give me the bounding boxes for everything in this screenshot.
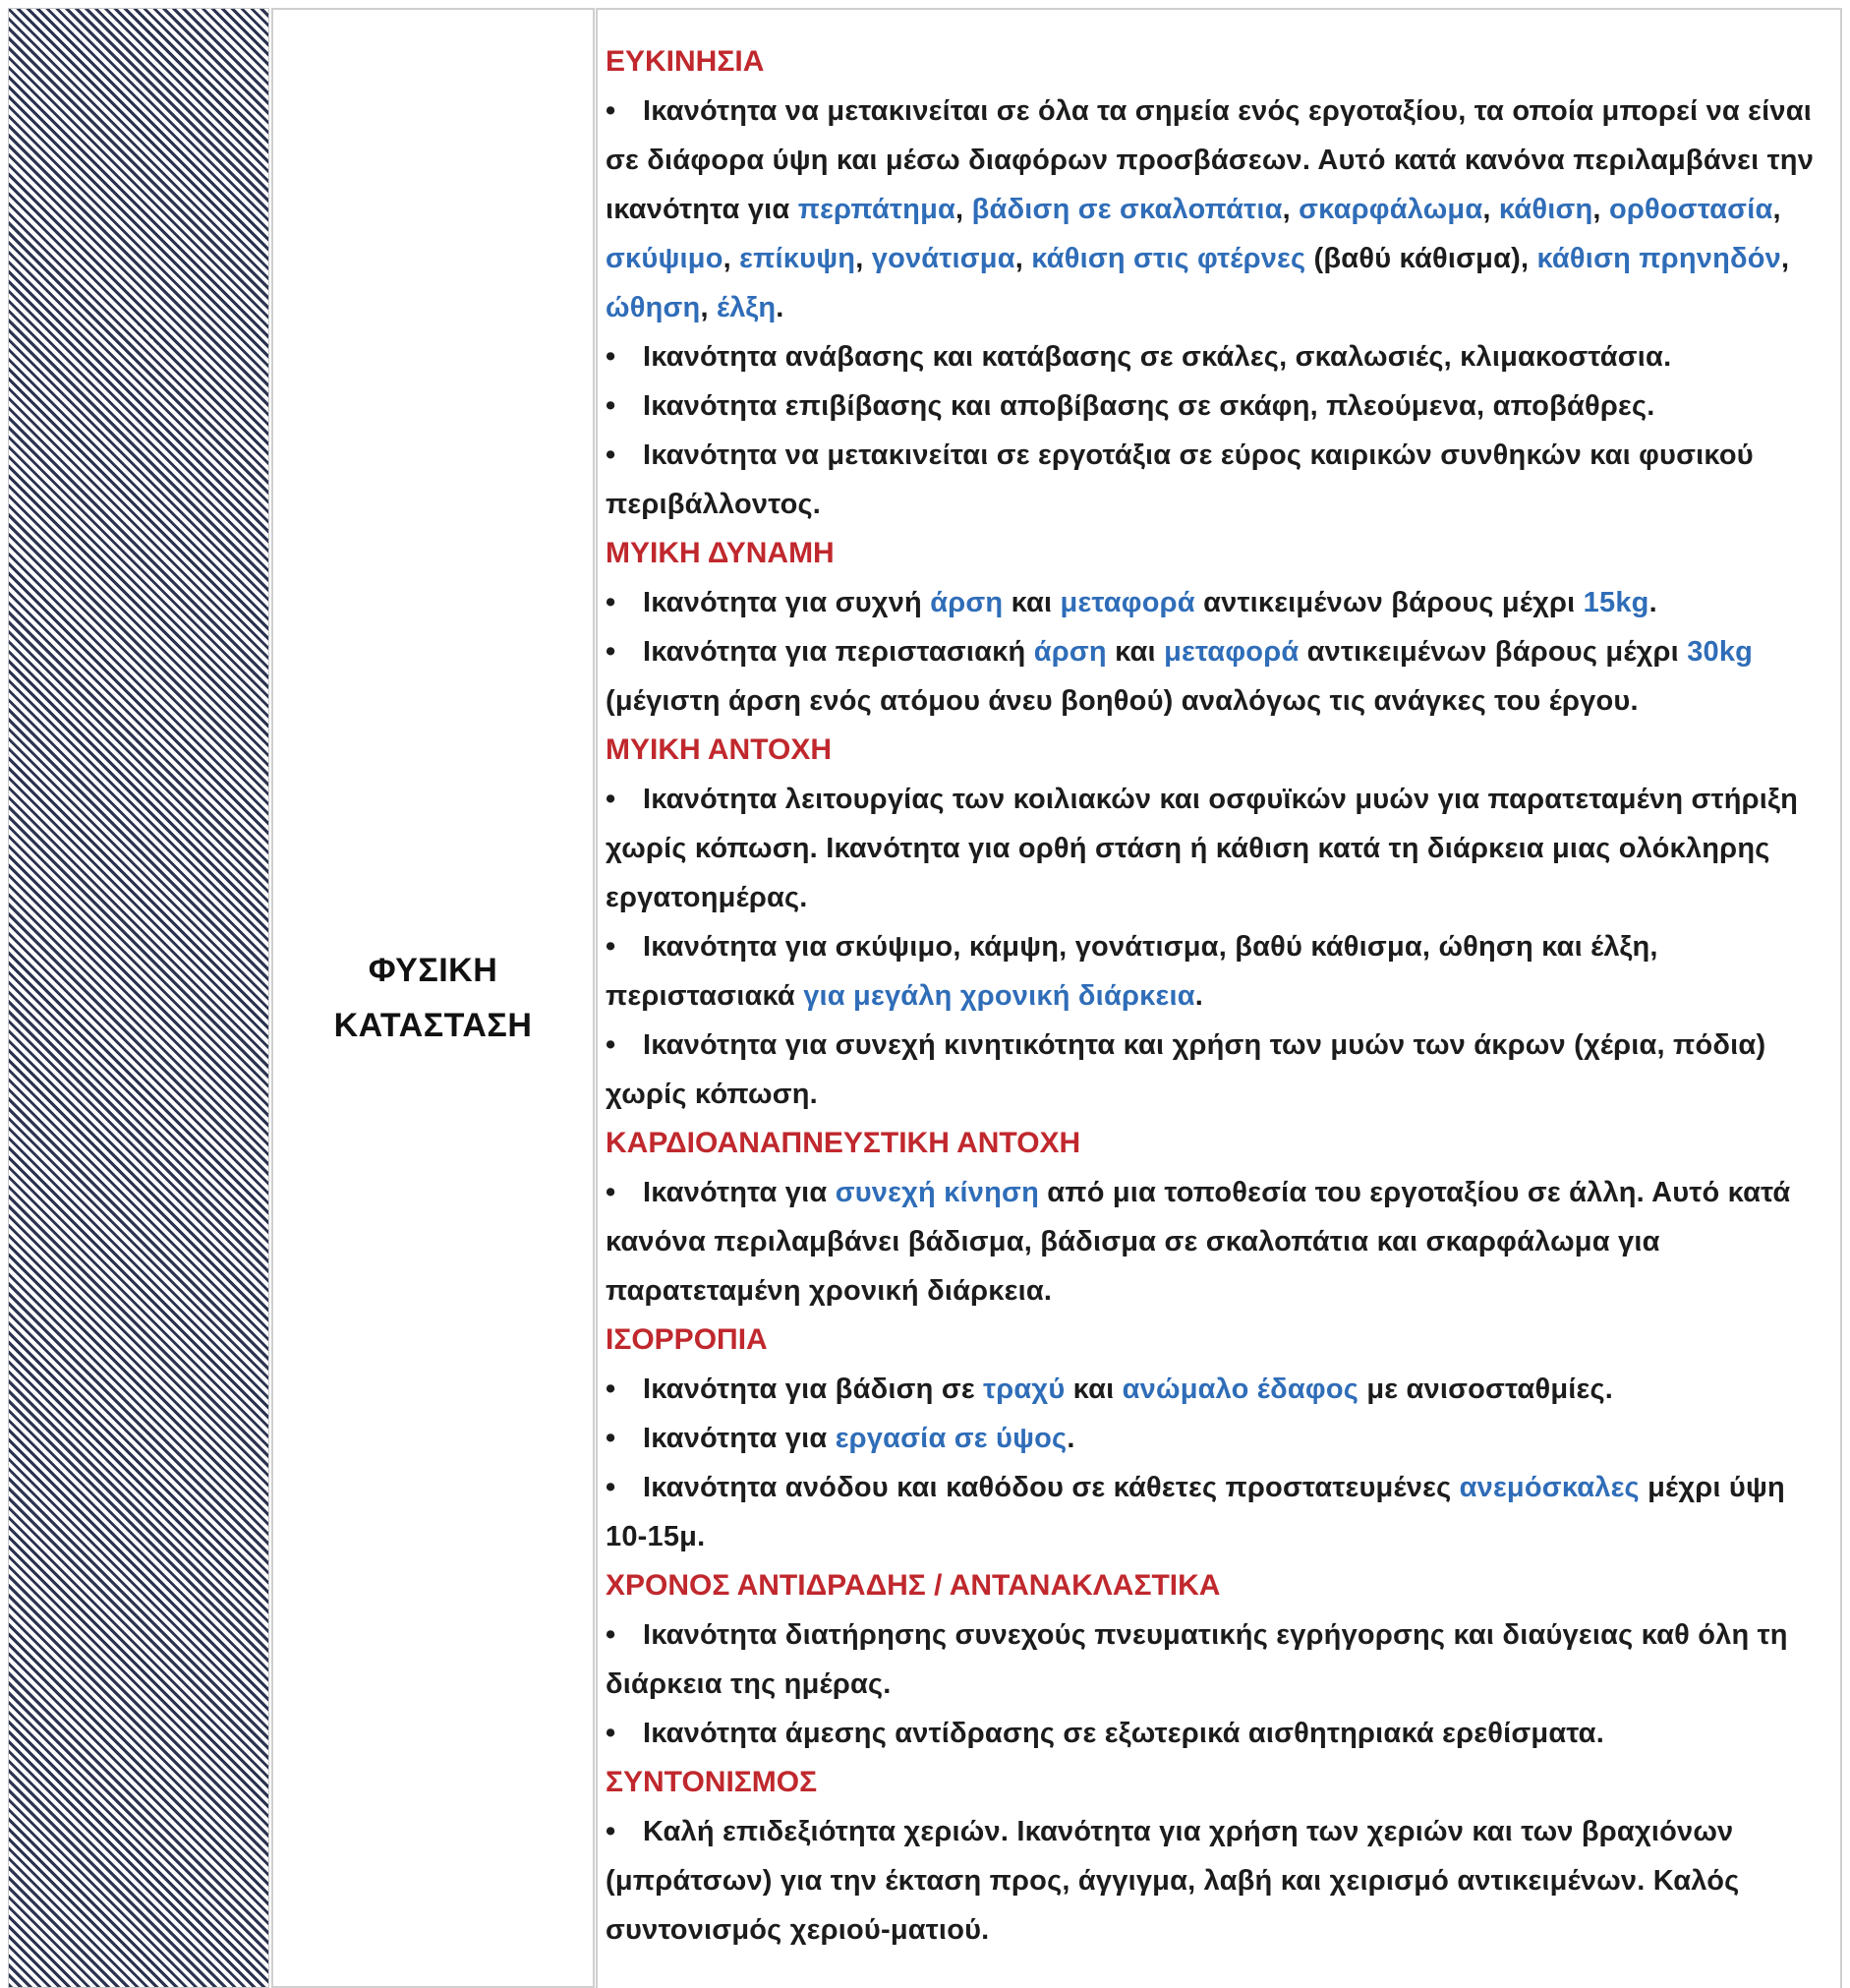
requirement-item (606, 1610, 1834, 1709)
requirement-text: (βαθύ κάθισμα), (1305, 243, 1537, 274)
requirement-text: . (776, 292, 784, 323)
bullet-icon: • (606, 636, 616, 668)
highlighted-term: ανεμόσκαλες (1459, 1472, 1640, 1503)
requirement-text: Ικανότητα για σκύψιμο, κάμψη, γονάτισμα, βαθύ κάθισμα, ώθηση και έλξη, περιστασιακά (606, 931, 1658, 1012)
bullet-icon: • (606, 1423, 616, 1454)
requirement-item (606, 381, 1834, 431)
requirement-text: Ικανότητα επιβίβασης και αποβίβασης σε σκάφη, πλεούμενα, αποβάθρες. (643, 390, 1655, 422)
highlighted-term: κάθιση πρηνηδόν (1536, 243, 1782, 274)
highlighted-term: βάδιση σε σκαλοπάτια (971, 194, 1283, 225)
requirement-text: , (700, 292, 717, 323)
requirement-text: , (1282, 194, 1300, 225)
highlighted-term: σκύψιμο (606, 243, 723, 274)
highlighted-term: σκαρφάλωμα (1299, 194, 1483, 225)
requirement-text: . (1194, 980, 1203, 1012)
requirement-text: Ικανότητα λειτουργίας των κοιλιακών και οσφυϊκών μυών για παρατεταμένη στήριξη χωρίς κόπωση. Ικανότητα για ορθή στάση ή κάθιση κατά τη διάρκεια μιας ολόκληρης εργατοημέρας. (606, 784, 1799, 913)
requirement-item (606, 1463, 1834, 1561)
requirement-text: και (1106, 636, 1165, 668)
highlighted-term: κάθιση (1498, 194, 1593, 225)
requirement-text: και (1003, 587, 1061, 618)
highlighted-term: ορθοστασία (1608, 194, 1773, 225)
requirement-text: , (1592, 194, 1609, 225)
bullet-icon: • (606, 784, 616, 815)
highlighted-term: έλξη (716, 292, 777, 323)
section-label-cell (271, 8, 595, 1988)
requirements-content-cell (596, 8, 1842, 1988)
highlighted-term: κάθιση στις φτέρνες (1031, 243, 1306, 274)
requirement-text: , (1781, 243, 1790, 274)
requirement-text: με ανισοσταθμίες. (1359, 1374, 1614, 1405)
bullet-icon: • (606, 1816, 616, 1847)
requirement-text: Ικανότητα για περιστασιακή (643, 636, 1034, 668)
requirement-item (606, 1168, 1834, 1316)
hatched-decor-column (8, 8, 269, 1988)
bullet-icon: • (606, 1718, 616, 1749)
requirement-text: Καλή επιδεξιότητα χεριών. Ικανότητα για χρήση των χεριών και των βραχιόνων (μπράτσων) για την έκταση προς, άγγιγμα, λαβή και χειρισμό αντικειμένων. Καλός συντονισμός χεριού-ματιού. (606, 1816, 1740, 1946)
requirement-text: Ικανότητα για συνεχή κινητικότητα και χρήση των μυών των άκρων (χέρια, πόδια) χωρίς κόπωση. (606, 1029, 1766, 1110)
requirement-item (606, 431, 1834, 529)
highlighted-term: γονάτισμα (871, 243, 1015, 274)
highlighted-term: ώθηση (606, 292, 701, 323)
bullet-icon: • (606, 95, 616, 127)
highlighted-term: επίκυψη (739, 243, 856, 274)
requirement-text: Ικανότητα για βάδιση σε (643, 1374, 984, 1405)
highlighted-term: συνεχή κίνηση (835, 1177, 1039, 1208)
requirement-item (606, 578, 1834, 627)
bullet-icon: • (606, 1177, 616, 1208)
highlighted-term: τραχύ (983, 1374, 1066, 1405)
requirement-text: . (1648, 587, 1657, 618)
group-title: ΚΑΡΔΙΟΑΝΑΠΝΕΥΣΤΙΚΗ ΑΝΤΟΧΗ (606, 1127, 1081, 1159)
requirement-item (606, 1709, 1834, 1758)
requirement-item (606, 1807, 1834, 1955)
requirement-text: και (1065, 1374, 1123, 1405)
requirement-text: Ικανότητα για (643, 1423, 836, 1454)
requirement-item (606, 627, 1834, 726)
requirement-text: , (1014, 243, 1032, 274)
bullet-icon: • (606, 1029, 616, 1061)
requirement-item (606, 332, 1834, 381)
highlighted-term: μεταφορά (1164, 636, 1300, 668)
requirement-item (606, 775, 1834, 922)
requirement-item (606, 922, 1834, 1021)
requirement-text: Ικανότητα ανάβασης και κατάβασης σε σκάλες, σκαλωσιές, κλιμακοστάσια. (643, 341, 1672, 373)
requirement-text: (μέγιστη άρση ενός ατόμου άνευ βοηθού) αναλόγως τις ανάγκες του έργου. (606, 685, 1639, 717)
group-title: ΧΡΟΝΟΣ ΑΝΤΙΔΡΑΔΗΣ / ΑΝΤΑΝΑΚΛΑΣΤΙΚΑ (606, 1569, 1221, 1602)
group-title: ΙΣΟΡΡΟΠΙΑ (606, 1323, 768, 1356)
highlighted-term: άρση (1033, 636, 1107, 668)
requirement-text: , (955, 194, 972, 225)
bullet-icon: • (606, 587, 616, 618)
requirement-item (606, 1414, 1834, 1463)
highlighted-term: άρση (930, 587, 1004, 618)
bullet-icon: • (606, 931, 616, 963)
requirement-item (606, 1365, 1834, 1414)
requirement-item (606, 1021, 1834, 1119)
requirement-text: Ικανότητα διατήρησης συνεχούς πνευματικής εγρήγορσης και διαύγειας καθ όλη τη διάρκεια της ημέρας. (606, 1619, 1788, 1700)
group-title: ΕΥΚΙΝΗΣΙΑ (606, 45, 765, 78)
highlighted-term: περπάτημα (797, 194, 956, 225)
requirement-text: , (1772, 194, 1781, 225)
requirement-text: Ικανότητα άμεσης αντίδρασης σε εξωτερικά αισθητηριακά ερεθίσματα. (643, 1718, 1604, 1749)
requirement-text: Ικανότητα ανόδου και καθόδου σε κάθετες προστατευμένες (643, 1472, 1460, 1503)
highlighted-term: για μεγάλη χρονική διάρκεια (803, 980, 1195, 1012)
section-label (334, 943, 533, 1053)
requirement-text: από μια τοποθεσία του εργοταξίου σε άλλη. Αυτό κατά κανόνα περιλαμβάνει βάδισμα, βάδισμα σε σκαλοπάτια και σκαρφάλωμα για παρατεταμένη χρονική διάρκεια. (606, 1177, 1791, 1307)
highlighted-term: 15kg (1583, 587, 1649, 618)
bullet-icon: • (606, 1472, 616, 1503)
highlighted-term: 30kg (1687, 636, 1754, 668)
requirement-text: Ικανότητα για συχνή (643, 587, 931, 618)
bullet-icon: • (606, 390, 616, 422)
requirement-text: μέχρι ύψη 10-15μ. (606, 1472, 1785, 1552)
requirement-item (606, 87, 1834, 332)
requirement-text: Ικανότητα να μετακινείται σε εργοτάξια σε εύρος καιρικών συνθηκών και φυσικού περιβάλλοντος. (606, 439, 1754, 520)
bullet-icon: • (606, 341, 616, 373)
requirement-text: , (723, 243, 740, 274)
highlighted-term: εργασία σε ύψος (835, 1423, 1068, 1454)
requirement-text: Ικανότητα για (643, 1177, 836, 1208)
bullet-icon: • (606, 1374, 616, 1405)
section-label-line1: ΦΥΣΙΚΗ (368, 952, 498, 989)
requirement-text: αντικειμένων βάρους μέχρι (1299, 636, 1688, 668)
requirement-text: αντικειμένων βάρους μέχρι (1194, 587, 1584, 618)
highlighted-term: ανώμαλο έδαφος (1122, 1374, 1359, 1405)
highlighted-term: μεταφορά (1060, 587, 1195, 618)
requirement-text: , (855, 243, 872, 274)
group-title: ΜΥΙΚΗ ΔΥΝΑΜΗ (606, 537, 835, 569)
group-title: ΜΥΙΚΗ ΑΝΤΟΧΗ (606, 733, 833, 766)
requirement-text: . (1067, 1423, 1075, 1454)
bullet-icon: • (606, 1619, 616, 1651)
requirement-text: , (1482, 194, 1499, 225)
section-label-line2: ΚΑΤΑΣΤΑΣΗ (333, 1007, 533, 1044)
bullet-icon: • (606, 439, 616, 471)
requirement-text: Ικανότητα να μετακινείται σε όλα τα σημεία ενός εργοταξίου, τα οποία μπορεί να είναι σε διάφορα ύψη και μέσω διαφόρων προσβάσεων. Αυτό κατά κανόνα περιλαμβάνει την ικανότητα για (606, 95, 1815, 225)
group-title: ΣΥΝΤΟΝΙΣΜΟΣ (606, 1766, 818, 1798)
